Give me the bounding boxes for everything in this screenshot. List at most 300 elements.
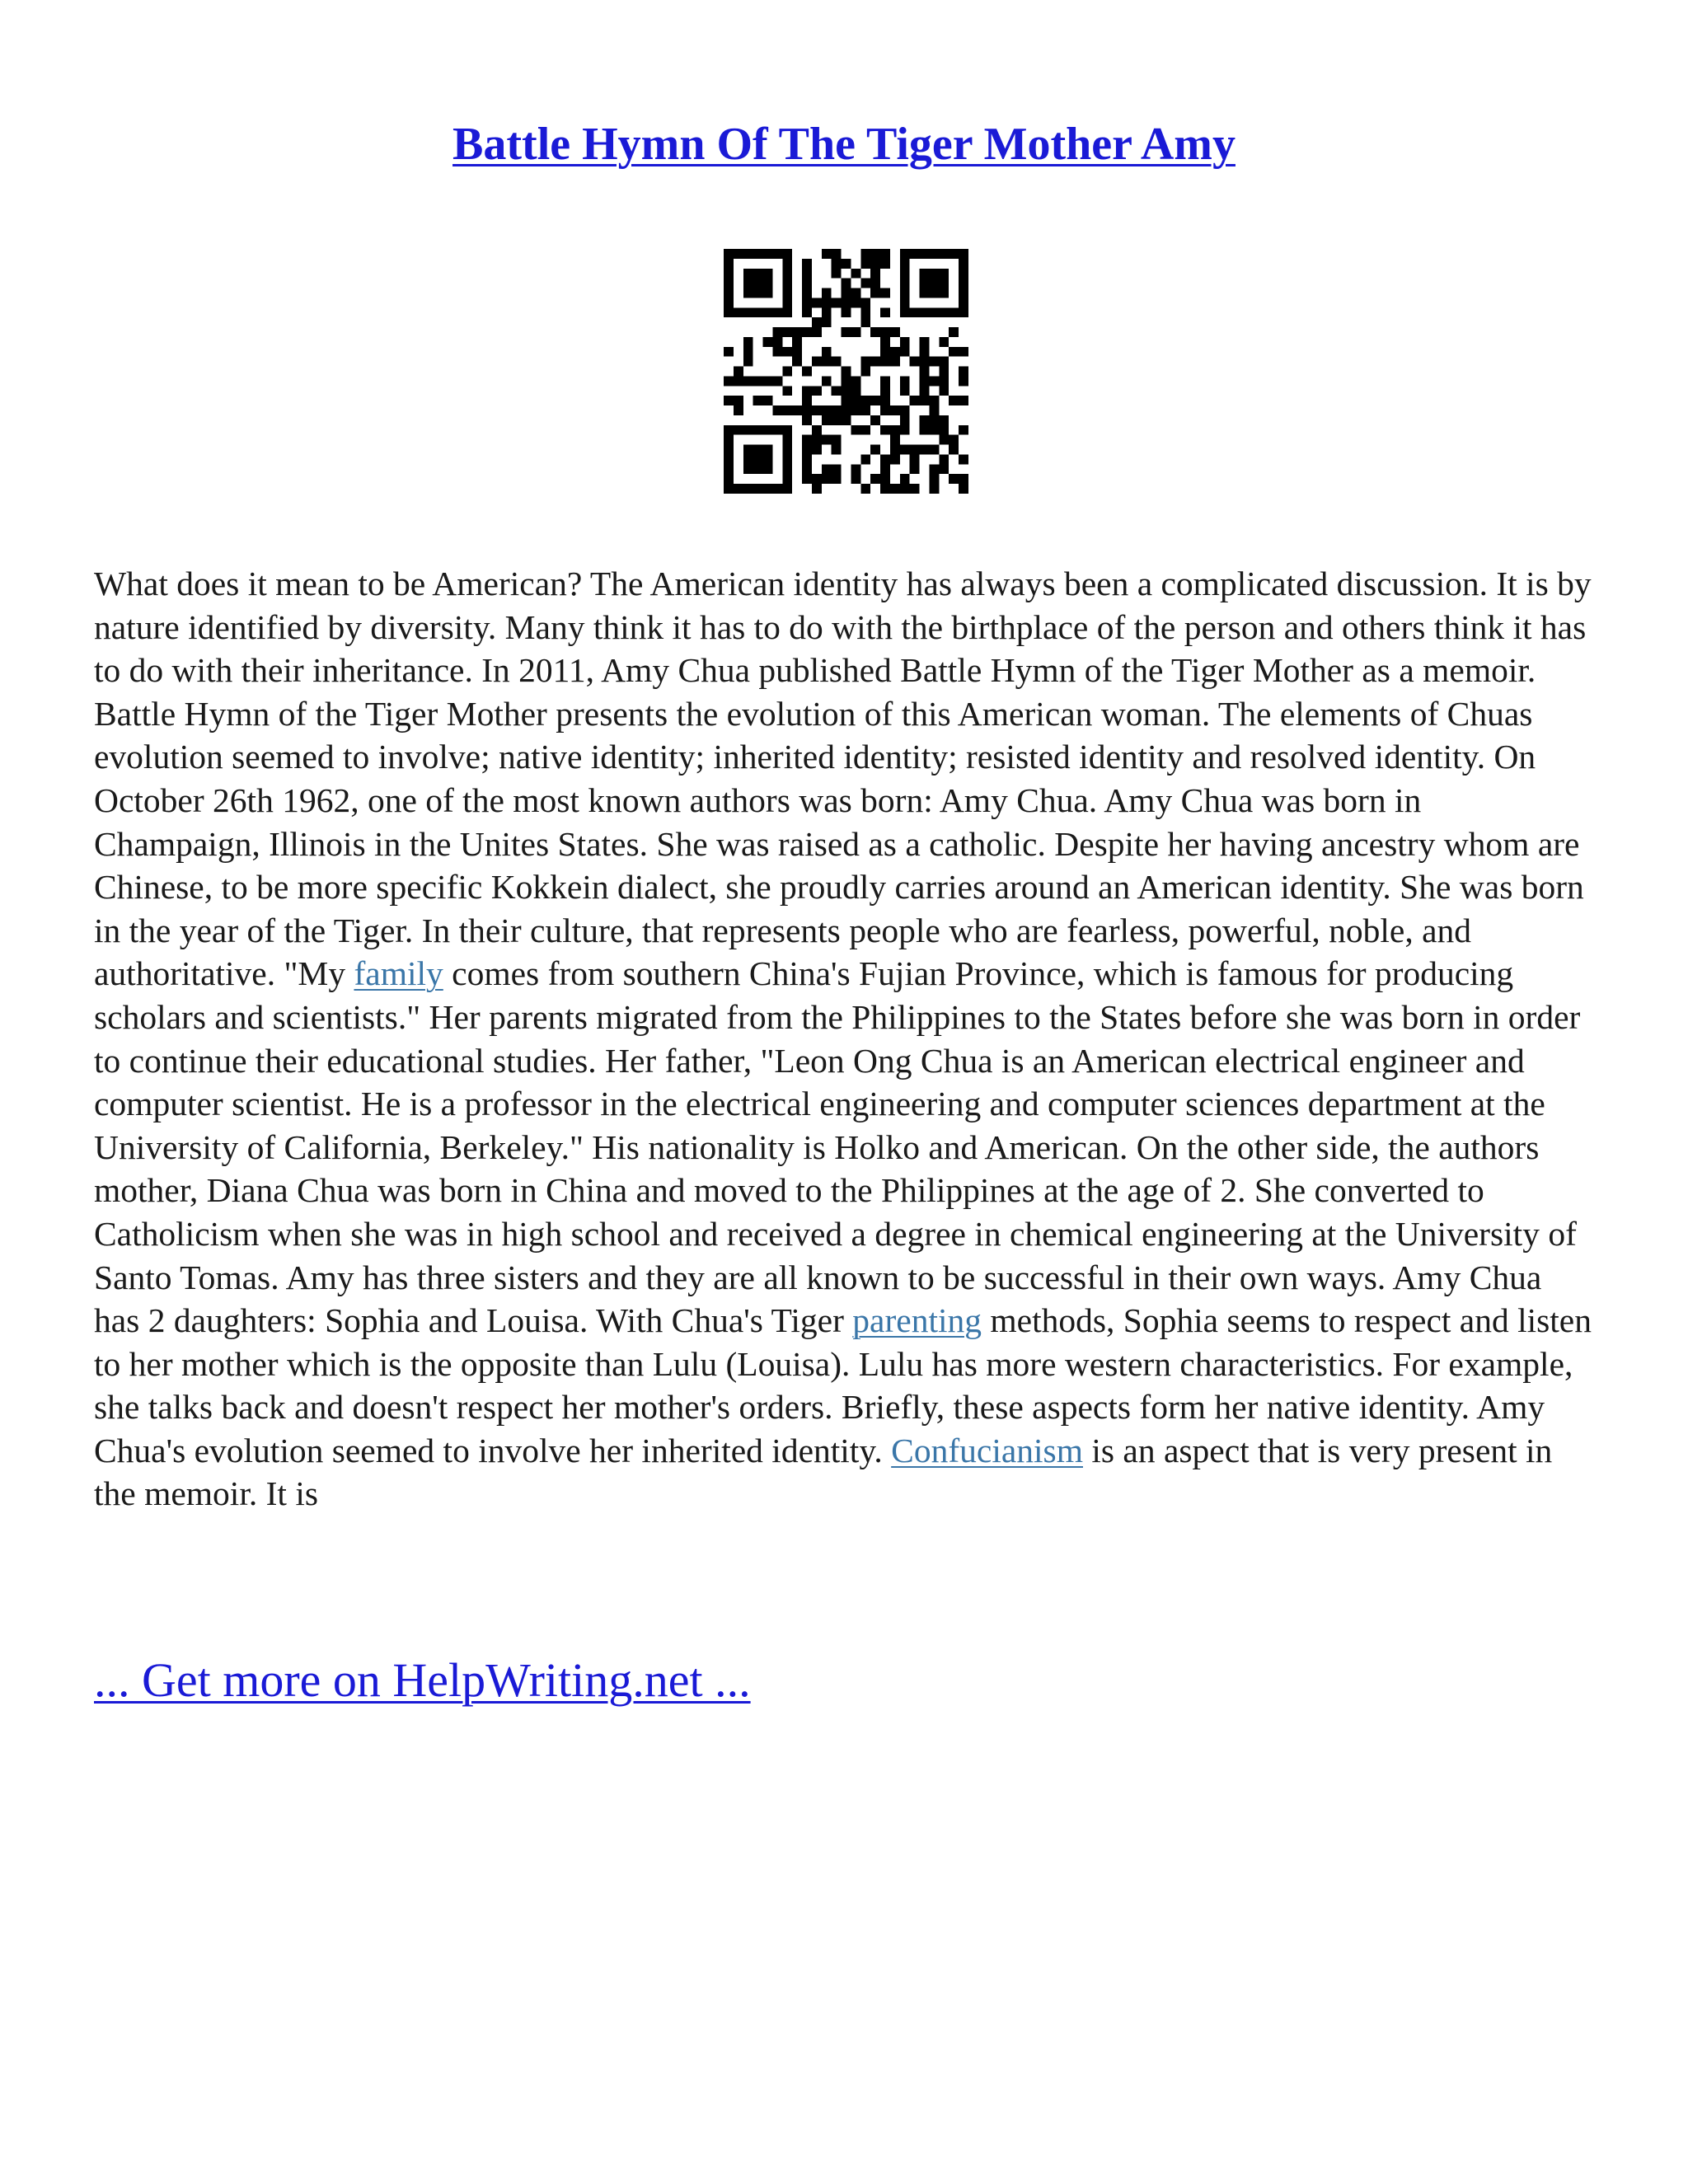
- qr-module: [734, 405, 743, 415]
- qr-module: [870, 396, 880, 405]
- qr-module: [772, 327, 782, 337]
- qr-module: [842, 376, 851, 386]
- qr-module: [910, 307, 920, 317]
- title-link[interactable]: Battle Hymn Of The Tiger Mother Amy: [452, 119, 1236, 170]
- qr-module: [842, 259, 851, 269]
- qr-module: [812, 445, 822, 455]
- qr-module: [929, 279, 939, 288]
- qr-module: [851, 405, 860, 415]
- qr-module: [900, 298, 910, 307]
- qr-module: [753, 288, 763, 298]
- qr-module: [832, 249, 842, 259]
- qr-module: [743, 357, 753, 367]
- qr-module: [900, 337, 910, 347]
- qr-module: [822, 435, 832, 445]
- qr-module: [929, 357, 939, 367]
- qr-module: [812, 298, 822, 307]
- qr-module: [890, 454, 900, 464]
- qr-module: [900, 405, 910, 415]
- qr-module: [939, 249, 949, 259]
- qr-module: [880, 357, 890, 367]
- qr-module: [929, 307, 939, 317]
- qr-module: [782, 249, 792, 259]
- qr-module: [939, 367, 949, 377]
- qr-module: [851, 386, 860, 396]
- qr-module: [842, 307, 851, 317]
- qr-module: [802, 288, 812, 298]
- qr-module: [959, 269, 968, 279]
- qr-module: [920, 415, 930, 425]
- qr-module: [910, 445, 920, 455]
- qr-module: [832, 405, 842, 415]
- qr-module: [792, 405, 802, 415]
- qr-module: [802, 405, 812, 415]
- qr-module: [743, 288, 753, 298]
- qr-module: [851, 298, 860, 307]
- qr-module: [920, 376, 930, 386]
- qr-module: [860, 367, 870, 377]
- qr-module: [880, 474, 890, 484]
- qr-module: [724, 484, 734, 494]
- qr-module: [724, 249, 734, 259]
- qr-module: [763, 396, 773, 405]
- qr-module: [939, 357, 949, 367]
- qr-code-graphic: [724, 249, 968, 494]
- qr-module: [724, 347, 734, 357]
- qr-module: [929, 269, 939, 279]
- qr-module: [959, 425, 968, 435]
- qr-module: [959, 298, 968, 307]
- qr-module: [792, 347, 802, 357]
- qr-module: [812, 386, 822, 396]
- qr-module: [929, 445, 939, 455]
- qr-module: [772, 249, 782, 259]
- qr-module: [792, 357, 802, 367]
- paragraph-text-2: comes from southern China's Fujian Province, which is famous for producing scholars and scientists." Her parents migrated from the Philippines to the States before she was born in order to continue their educational studies. Her father, "Leon Ong Chua is an American electrical engineer and computer scientist. He is a professor in the electrical engineering and computer sciences department at the University of California, Berkeley." His nationality is Holko and American. On the other side, the authors mother, Diana Chua was born in China and moved to the Philippines at the age of 2. She converted to Catholicism when she was in high school and received a degree in chemical engineering at the University of Santo Tomas. Amy has three sisters and they are all known to be successful in their own ways. Amy Chua has 2 daughters: Sophia and Louisa. With Chua's Tiger: [94, 954, 1581, 1340]
- qr-module: [949, 327, 959, 337]
- qr-module: [920, 347, 930, 357]
- qr-module: [900, 386, 910, 396]
- qr-module: [920, 396, 930, 405]
- qr-module: [842, 415, 851, 425]
- qr-module: [880, 337, 890, 347]
- qr-code: [724, 249, 968, 494]
- qr-module: [842, 405, 851, 415]
- qr-module: [724, 269, 734, 279]
- qr-module: [851, 474, 860, 484]
- qr-module: [851, 396, 860, 405]
- qr-module: [734, 425, 743, 435]
- paragraph-text-4: is an aspect that is very present in the memoir. It is: [94, 1431, 1553, 1513]
- qr-module: [910, 249, 920, 259]
- qr-module: [792, 337, 802, 347]
- family-link[interactable]: family: [354, 954, 443, 993]
- qr-module: [939, 279, 949, 288]
- qr-module: [802, 269, 812, 279]
- qr-module: [802, 445, 812, 455]
- qr-module: [743, 464, 753, 474]
- qr-module: [832, 357, 842, 367]
- qr-module: [753, 376, 763, 386]
- qr-module: [812, 357, 822, 367]
- qr-module: [851, 327, 860, 337]
- qr-module: [880, 249, 890, 259]
- qr-module: [724, 435, 734, 445]
- qr-module: [842, 279, 851, 288]
- qr-module: [939, 288, 949, 298]
- qr-module: [743, 269, 753, 279]
- qr-module: [860, 307, 870, 317]
- qr-module: [939, 454, 949, 464]
- qr-module: [822, 288, 832, 298]
- qr-module: [832, 259, 842, 269]
- qr-module: [743, 425, 753, 435]
- qr-module: [959, 259, 968, 269]
- qr-module: [822, 405, 832, 415]
- qr-module: [763, 337, 773, 347]
- qr-module: [860, 396, 870, 405]
- qr-module: [939, 269, 949, 279]
- qr-module: [782, 405, 792, 415]
- qr-module: [772, 307, 782, 317]
- qr-module: [743, 484, 753, 494]
- qr-module: [920, 249, 930, 259]
- qr-module: [802, 327, 812, 337]
- qr-module: [822, 298, 832, 307]
- qr-module: [782, 279, 792, 288]
- qr-module: [832, 298, 842, 307]
- body-paragraph: [94, 562, 1594, 1516]
- qr-module: [920, 288, 930, 298]
- qr-module: [734, 376, 743, 386]
- qr-module: [910, 357, 920, 367]
- qr-module: [880, 454, 890, 464]
- qr-module: [822, 347, 832, 357]
- qr-module: [763, 269, 773, 279]
- qr-module: [870, 474, 880, 484]
- qr-module: [939, 425, 949, 435]
- qr-module: [929, 396, 939, 405]
- qr-module: [959, 396, 968, 405]
- qr-module: [822, 474, 832, 484]
- qr-module: [782, 367, 792, 377]
- qr-module: [724, 259, 734, 269]
- qr-module: [870, 327, 880, 337]
- qr-module: [782, 298, 792, 307]
- qr-module: [870, 357, 880, 367]
- qr-module: [822, 317, 832, 327]
- qr-module: [900, 425, 910, 435]
- qr-module: [782, 327, 792, 337]
- qr-module: [949, 474, 959, 484]
- qr-module: [860, 317, 870, 327]
- qr-module: [763, 484, 773, 494]
- qr-module: [959, 474, 968, 484]
- qr-module: [802, 474, 812, 484]
- qr-module: [772, 484, 782, 494]
- qr-module: [949, 307, 959, 317]
- qr-module: [724, 445, 734, 455]
- qr-module: [890, 435, 900, 445]
- qr-module: [929, 376, 939, 386]
- qr-module: [763, 425, 773, 435]
- qr-module: [920, 269, 930, 279]
- qr-module: [929, 464, 939, 474]
- qr-module: [772, 405, 782, 415]
- qr-module: [910, 396, 920, 405]
- qr-module: [763, 464, 773, 474]
- qr-module: [802, 307, 812, 317]
- qr-module: [782, 386, 792, 396]
- qr-module: [724, 464, 734, 474]
- qr-module: [782, 259, 792, 269]
- qr-module: [782, 454, 792, 464]
- qr-module: [860, 249, 870, 259]
- qr-module: [890, 425, 900, 435]
- qr-module: [860, 454, 870, 464]
- qr-module: [890, 445, 900, 455]
- qr-module: [802, 298, 812, 307]
- qr-module: [890, 405, 900, 415]
- qr-module: [802, 279, 812, 288]
- qr-module: [753, 269, 763, 279]
- qr-module: [782, 288, 792, 298]
- qr-module: [880, 396, 890, 405]
- qr-module: [929, 288, 939, 298]
- qr-module: [920, 386, 930, 396]
- qr-module: [959, 367, 968, 377]
- qr-module: [772, 425, 782, 435]
- qr-module: [920, 307, 930, 317]
- qr-module: [724, 396, 734, 405]
- qr-module: [949, 347, 959, 357]
- qr-module: [860, 279, 870, 288]
- qr-module: [900, 445, 910, 455]
- qr-module: [753, 484, 763, 494]
- qr-module: [782, 269, 792, 279]
- qr-module: [870, 249, 880, 259]
- qr-module: [860, 405, 870, 415]
- qr-module: [753, 425, 763, 435]
- paragraph-text-3: methods, Sophia seems to respect and listen to her mother which is the opposite than Lulu (Louisa). Lulu has more western characteristics. For example, she talks back and doesn't respect her mother's orders. Briefly, these aspects form her native identity. Amy Chua's evolution seemed to involve her inherited identity.: [94, 1301, 1592, 1469]
- qr-module: [880, 347, 890, 357]
- qr-module: [782, 435, 792, 445]
- qr-module: [812, 425, 822, 435]
- qr-module: [763, 279, 773, 288]
- qr-module: [822, 376, 832, 386]
- qr-module: [842, 327, 851, 337]
- qr-module: [851, 288, 860, 298]
- qr-module: [743, 279, 753, 288]
- qr-module: [880, 307, 890, 317]
- qr-module: [842, 367, 851, 377]
- qr-module: [959, 288, 968, 298]
- qr-module: [910, 454, 920, 464]
- qr-module: [763, 376, 773, 386]
- qr-module: [734, 367, 743, 377]
- paragraph-text-1: What does it mean to be American? The American identity has always been a complicated discussion. It is by nature identified by diversity. Many think it has to do with the birthplace of the person and others think it has to do with their inheritance. In 2011, Amy Chua published Battle Hymn of the Tiger Mother as a memoir. Battle Hymn of the Tiger Mother presents the evolution of this American woman. The elements of Chuas evolution seemed to involve; native identity; inherited identity; resisted identity and resolved identity. On October 26th 1962, one of the most known authors was born: Amy Chua. Amy Chua was born in Champaign, Illinois in the Unites States. She was raised as a catholic. Despite her having ancestry whom are Chinese, to be more specific Kokkein dialect, she proudly carries around an American identity. She was born in the year of the Tiger. In their culture, that represents people who are fearless, powerful, noble, and authoritative. "My: [94, 565, 1592, 993]
- qr-module: [939, 386, 949, 396]
- qr-module: [772, 337, 782, 347]
- get-more-link[interactable]: ... Get more on HelpWriting.net ...: [94, 1653, 751, 1707]
- more-paragraph: [94, 1652, 751, 1709]
- qr-module: [880, 484, 890, 494]
- qr-module: [802, 259, 812, 269]
- qr-module: [743, 445, 753, 455]
- confucianism-link[interactable]: Confucianism: [891, 1431, 1083, 1469]
- qr-module: [939, 415, 949, 425]
- qr-module: [743, 376, 753, 386]
- qr-module: [743, 249, 753, 259]
- qr-module: [860, 425, 870, 435]
- qr-module: [920, 445, 930, 455]
- qr-module: [822, 307, 832, 317]
- qr-module: [880, 464, 890, 474]
- qr-module: [959, 347, 968, 357]
- qr-module: [832, 269, 842, 279]
- qr-module: [929, 484, 939, 494]
- qr-module: [860, 298, 870, 307]
- qr-module: [900, 249, 910, 259]
- qr-module: [860, 259, 870, 269]
- qr-module: [880, 376, 890, 386]
- qr-module: [822, 249, 832, 259]
- page-title: [0, 115, 1688, 173]
- qr-module: [880, 288, 890, 298]
- qr-module: [724, 425, 734, 435]
- qr-module: [851, 464, 860, 474]
- qr-module: [959, 454, 968, 464]
- qr-module: [753, 279, 763, 288]
- qr-module: [763, 454, 773, 464]
- qr-module: [851, 376, 860, 386]
- qr-module: [802, 367, 812, 377]
- qr-module: [959, 249, 968, 259]
- qr-module: [832, 445, 842, 455]
- qr-module: [802, 386, 812, 396]
- qr-module: [724, 307, 734, 317]
- qr-module: [753, 249, 763, 259]
- qr-module: [920, 367, 930, 377]
- qr-module: [782, 445, 792, 455]
- qr-module: [900, 474, 910, 484]
- qr-module: [959, 307, 968, 317]
- qr-module: [880, 386, 890, 396]
- qr-module: [949, 249, 959, 259]
- qr-module: [782, 425, 792, 435]
- qr-module: [900, 269, 910, 279]
- qr-module: [832, 474, 842, 484]
- qr-module: [743, 337, 753, 347]
- qr-module: [734, 249, 743, 259]
- qr-module: [890, 347, 900, 357]
- qr-module: [949, 396, 959, 405]
- qr-module: [842, 288, 851, 298]
- qr-module: [782, 464, 792, 474]
- qr-module: [753, 396, 763, 405]
- qr-module: [753, 307, 763, 317]
- qr-module: [782, 484, 792, 494]
- qr-module: [842, 396, 851, 405]
- parenting-link[interactable]: parenting: [852, 1301, 982, 1340]
- qr-module: [900, 288, 910, 298]
- qr-module: [949, 435, 959, 445]
- qr-module: [880, 327, 890, 337]
- qr-module: [822, 357, 832, 367]
- qr-module: [910, 484, 920, 494]
- qr-module: [939, 337, 949, 347]
- qr-module: [959, 484, 968, 494]
- qr-module: [802, 464, 812, 474]
- qr-module: [782, 474, 792, 484]
- qr-module: [870, 259, 880, 269]
- qr-module: [890, 357, 900, 367]
- qr-module: [929, 425, 939, 435]
- qr-module: [724, 474, 734, 484]
- qr-module: [920, 337, 930, 347]
- qr-module: [929, 474, 939, 484]
- qr-module: [939, 464, 949, 474]
- qr-module: [929, 249, 939, 259]
- qr-module: [763, 307, 773, 317]
- qr-module: [772, 347, 782, 357]
- qr-module: [832, 435, 842, 445]
- qr-module: [812, 317, 822, 327]
- qr-module: [900, 347, 910, 357]
- qr-module: [734, 484, 743, 494]
- qr-module: [870, 415, 880, 425]
- qr-module: [812, 405, 822, 415]
- qr-module: [900, 415, 910, 425]
- qr-module: [860, 484, 870, 494]
- qr-module: [743, 347, 753, 357]
- qr-module: [929, 415, 939, 425]
- qr-module: [743, 454, 753, 464]
- qr-module: [920, 425, 930, 435]
- qr-module: [802, 396, 812, 405]
- qr-module: [949, 445, 959, 455]
- qr-module: [724, 376, 734, 386]
- qr-module: [782, 307, 792, 317]
- qr-module: [860, 357, 870, 367]
- qr-module: [743, 307, 753, 317]
- qr-module: [890, 484, 900, 494]
- qr-module: [792, 327, 802, 337]
- qr-module: [939, 307, 949, 317]
- qr-module: [802, 435, 812, 445]
- qr-module: [782, 347, 792, 357]
- qr-module: [724, 279, 734, 288]
- qr-module: [812, 484, 822, 494]
- qr-module: [939, 435, 949, 445]
- qr-module: [753, 464, 763, 474]
- qr-module: [753, 454, 763, 464]
- qr-module: [851, 269, 860, 279]
- qr-module: [880, 405, 890, 415]
- qr-module: [753, 445, 763, 455]
- qr-module: [812, 474, 822, 484]
- qr-module: [959, 376, 968, 386]
- qr-module: [812, 435, 822, 445]
- qr-module: [900, 376, 910, 386]
- qr-module: [900, 484, 910, 494]
- qr-module: [763, 445, 773, 455]
- qr-module: [959, 279, 968, 288]
- qr-module: [870, 279, 880, 288]
- qr-module: [900, 279, 910, 288]
- qr-module: [812, 327, 822, 337]
- qr-module: [832, 386, 842, 396]
